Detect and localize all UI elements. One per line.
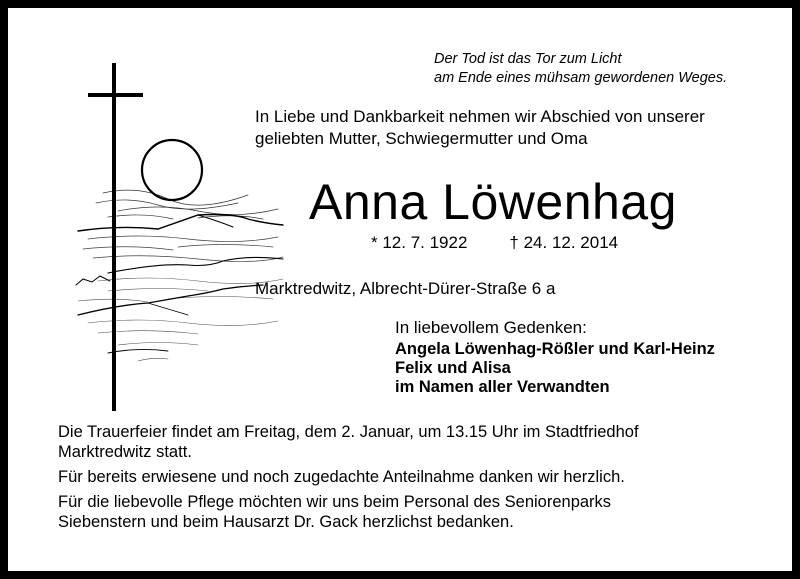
mourners-list	[395, 340, 715, 397]
sun-landscape-sketch-icon	[76, 140, 283, 361]
notices-section	[58, 422, 639, 532]
mourner-line: Felix und Alisa	[395, 359, 511, 377]
intro-line: In Liebe und Dankbarkeit nehmen wir Abschied von unserer	[255, 107, 705, 126]
residence-address: Marktredwitz, Albrecht-Dürer-Straße 6 a	[255, 279, 556, 298]
mourner-line: im Namen aller Verwandten	[395, 378, 610, 396]
death-date: † 24. 12. 2014	[509, 233, 619, 252]
motto-quote	[434, 50, 727, 88]
funeral-line: Die Trauerfeier findet am Freitag, dem 2. Januar, um 13.15 Uhr im Stadtfriedhof	[58, 423, 639, 441]
care-line: Siebenstern und beim Hausarzt Dr. Gack herzlichst bedanken.	[58, 513, 514, 531]
cross-landscape-illustration	[48, 53, 288, 423]
intro-line: geliebten Mutter, Schwiegermutter und Oma	[255, 129, 588, 148]
mourner-line: Angela Löwenhag-Rößler und Karl-Heinz	[395, 340, 715, 358]
cross-icon	[88, 63, 143, 411]
funeral-line: Marktredwitz statt.	[58, 443, 192, 461]
motto-line: am Ende eines mühsam gewordenen Weges.	[434, 70, 728, 86]
deceased-name: Anna Löwenhag	[309, 174, 677, 230]
motto-line: Der Tod ist das Tor zum Licht	[434, 51, 622, 67]
thanks-notice: Für bereits erwiesene und noch zugedachte Anteilnahme danken wir herzlich.	[58, 468, 625, 486]
care-thanks-notice	[58, 492, 639, 532]
farewell-intro	[255, 106, 705, 150]
birth-date: * 12. 7. 1922	[371, 233, 468, 252]
funeral-notice	[58, 422, 639, 462]
memory-label: In liebevollem Gedenken:	[395, 318, 587, 337]
care-line: Für die liebevolle Pflege möchten wir uns beim Personal des Seniorenparks	[58, 493, 612, 511]
life-dates	[371, 232, 618, 254]
